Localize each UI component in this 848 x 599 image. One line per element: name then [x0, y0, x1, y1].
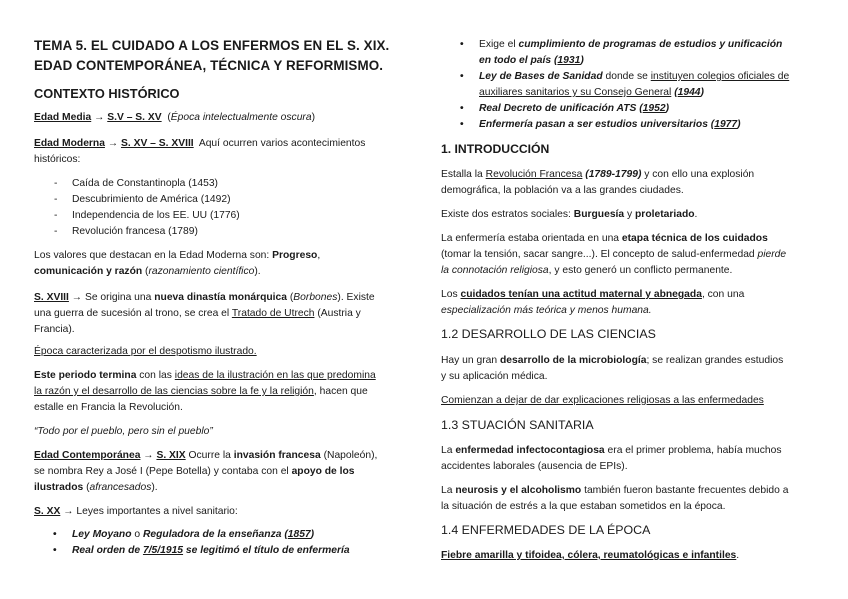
strata-line: Existe dos estratos sociales: Burguesía y proletariado.: [441, 209, 698, 220]
comienzan-line: Comienzan a dejar de dar explicaciones religiosas a las enfermedades: [441, 395, 764, 406]
xviii-line2: una guerra de sucesión al trono, se crea el Tratado de Utrech (Austria y: [34, 308, 361, 319]
neurosis-line1: La neurosis y el alcoholismo también fueron bastante frecuentes debido a: [441, 485, 789, 496]
xviii-line3: Francia).: [34, 324, 75, 335]
neurosis-line2: la situación de estrés a la que estaban sometidos en la época.: [441, 501, 726, 512]
periodo-line3: estalle en Francia la Revolución.: [34, 402, 183, 413]
fiebre-line: Fiebre amarilla y tifoidea, cólera, reumatológicas e infantiles.: [441, 550, 740, 561]
top-bullet-2: • Ley de Bases de Sanidad donde se instituyen colegios oficiales de: [479, 69, 789, 85]
intro-heading: 1. INTRODUCCIÓN: [441, 142, 550, 156]
top-bullet-3: • Real Decreto de unificación ATS (1952): [479, 101, 669, 117]
periodo-line1: Este periodo termina con las ideas de la ilustración en las que predomina: [34, 370, 376, 381]
document-title-line2: EDAD CONTEMPORÁNEA, TÉCNICA Y REFORMISMO.: [34, 58, 384, 73]
enfermeria-line3: la connotación religiosa, y esto generó un conflicto permanente.: [441, 265, 733, 276]
top-bullet-1: • Exige el cumplimiento de programas de estudios y unificación: [479, 37, 782, 53]
top-bullet-4: • Enfermería pasan a ser estudios universitarios (1977): [479, 117, 741, 133]
infecto-line2: accidentes laborales (ausencia de EPIs).: [441, 461, 628, 472]
enfermeria-line1: La enfermería estaba orientada en una etapa técnica de los cuidados: [441, 233, 768, 244]
periodo-line2: la razón y el desarrollo de las ciencias sobre la fe y la religión, hacen que: [34, 386, 368, 397]
xx-line: S. XX → Leyes importantes a nivel sanitario:: [34, 506, 238, 517]
despotismo-line: Época caracterizada por el despotismo ilustrado.: [34, 346, 257, 357]
section-1-3-heading: 1.3 STUACIÓN SANITARIA: [441, 418, 594, 432]
cuidados-line2: especialización más teórica y menos humana.: [441, 305, 652, 316]
cuidados-line1: Los cuidados tenían una actitud maternal y abnegada, con una: [441, 289, 745, 300]
infecto-line1: La enfermedad infectocontagiosa era el primer problema, había muchos: [441, 445, 782, 456]
event-item: - Independencia de los EE. UU (1776): [72, 208, 240, 224]
event-item: - Caída de Constantinopla (1453): [72, 176, 218, 192]
context-heading: CONTEXTO HISTÓRICO: [34, 86, 180, 101]
intro-line1: Estalla la Revolución Francesa (1789-1799) y con ello una explosión: [441, 169, 755, 180]
values-line2: comunicación y razón (razonamiento científico).: [34, 266, 261, 277]
top-bullet-1-line2: en todo el país (1931): [479, 55, 584, 66]
event-item: - Revolución francesa (1789): [72, 224, 198, 240]
section-1-4-heading: 1.4 ENFERMEDADES DE LA ÉPOCA: [441, 523, 651, 537]
contemporanea-line2: se nombra Rey a José I (Pepe Botella) y contaba con el apoyo de los: [34, 466, 355, 477]
edad-moderna-line2: históricos:: [34, 154, 81, 165]
contemporanea-line3: ilustrados (afrancesados).: [34, 482, 158, 493]
quote: “Todo por el pueblo, pero sin el pueblo”: [34, 426, 213, 437]
enfermeria-line2: (tomar la tensión, sacar sangre...). El concepto de salud-enfermedad pierde: [441, 249, 787, 260]
top-bullet-2-line2: auxiliares sanitarios y su Consejo General (1944): [479, 87, 704, 98]
contemporanea-line1: Edad Contemporánea → S. XIX Ocurre la invasión francesa (Napoleón),: [34, 450, 378, 461]
law-item: • Ley Moyano o Reguladora de la enseñanza (1857): [72, 527, 314, 543]
micro-line1: Hay un gran desarrollo de la microbiología; se realizan grandes estudios: [441, 355, 784, 366]
edad-media-line: Edad Media → S.V – S. XV (Época intelectualmente oscura): [34, 112, 316, 123]
event-item: - Descubrimiento de América (1492): [72, 192, 231, 208]
values-line1: Los valores que destacan en la Edad Moderna son: Progreso,: [34, 250, 321, 261]
micro-line2: y su aplicación médica.: [441, 371, 548, 382]
xviii-line1: S. XVIII → Se origina una nueva dinastía monárquica (Borbones). Existe: [34, 292, 375, 303]
section-1-2-heading: 1.2 DESARROLLO DE LAS CIENCIAS: [441, 327, 656, 341]
edad-moderna-line: Edad Moderna → S. XV – S. XVIII Aquí ocurren varios acontecimientos: [34, 138, 366, 149]
law-item: • Real orden de 7/5/1915 se legitimó el título de enfermería: [72, 543, 350, 559]
intro-line2: demográfica, la población va a las grandes ciudades.: [441, 185, 684, 196]
document-title-line1: TEMA 5. EL CUIDADO A LOS ENFERMOS EN EL S. XIX.: [34, 38, 390, 53]
